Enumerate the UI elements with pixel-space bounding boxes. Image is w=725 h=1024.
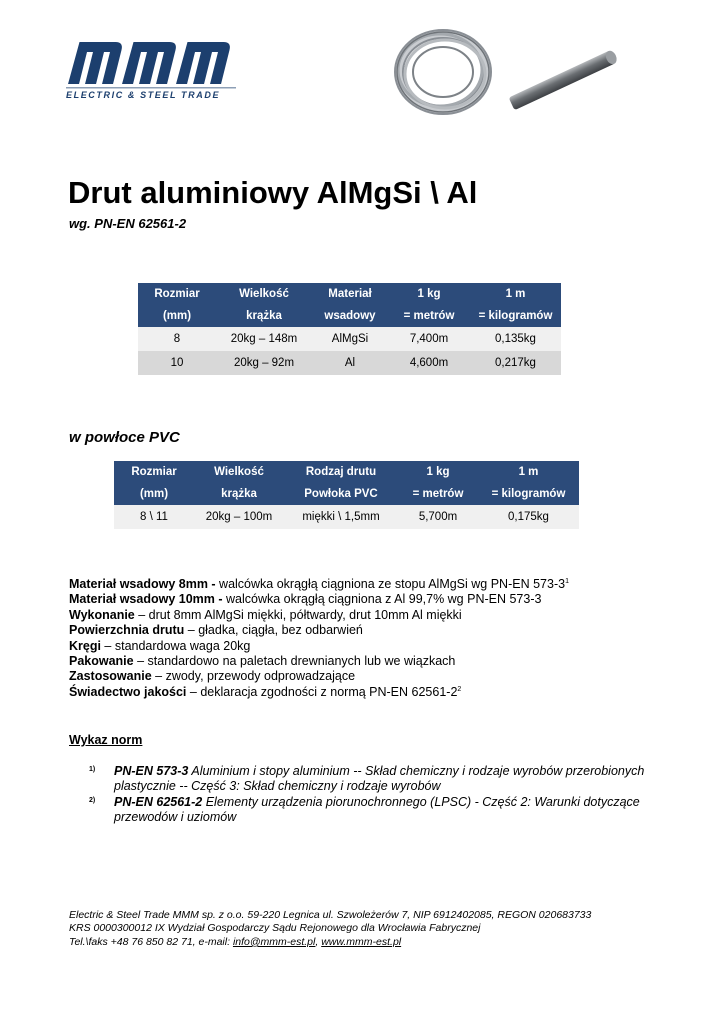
column-header: krążka [194, 483, 284, 505]
property-text: – deklaracja zgodności z normą PN-EN 62561-2 [186, 684, 458, 699]
table-cell: AlMgSi [312, 327, 388, 351]
footer-separator: , [315, 935, 322, 948]
property-label: Kręgi [69, 638, 101, 653]
property-label: Wykonanie [69, 607, 135, 622]
norm-description: Aluminium i stopy aluminium -- Skład chemiczny i rodzaje wyrobów przerobionych plastycznie -- Część 3: Skład chemiczny i rodzaje wyrobów [114, 764, 645, 794]
property-text: walcówka okrągłą ciągniona ze stopu AlMgSi wg PN-EN 573-3 [215, 577, 566, 591]
column-header: 1 kg [388, 283, 470, 305]
property-line [69, 592, 569, 607]
table-cell: 0,135kg [470, 327, 561, 351]
pvc-wire-spec-table [114, 461, 579, 529]
footer-address: Electric & Steel Trade MMM sp. z o.o. 59-220 Legnica ul. Szwoleżerów 7, NIP 6912402085, REGON 020683733 [69, 909, 592, 921]
footnote-ref: 2 [457, 685, 462, 693]
footer-contact [69, 936, 591, 949]
table-cell: 4,600m [388, 351, 470, 375]
table-cell: miękki \ 1,5mm [284, 505, 398, 529]
column-header: Rozmiar [114, 461, 194, 483]
column-header: = kilogramów [470, 305, 561, 327]
wire-coil-image [383, 20, 499, 118]
property-line [69, 669, 569, 684]
column-header: Rozmiar [138, 283, 216, 305]
footnote-ref: 1 [565, 578, 569, 585]
norm-code: PN-EN 573-3 [114, 764, 189, 778]
property-text: – drut 8mm AlMgSi miękki, półtwardy, drut 10mm Al miękki [134, 607, 462, 622]
property-line [69, 623, 569, 638]
wire-rod-image [504, 48, 626, 110]
footnote-number: 2) [89, 797, 96, 804]
property-label: Zastosowanie [69, 669, 152, 684]
property-text: – gładka, ciągła, bez odbarwień [184, 623, 363, 638]
table-row [138, 351, 561, 375]
email-link[interactable]: info@mmm-est.pl [232, 935, 316, 948]
footer-registration: KRS 0000300012 IX Wydział Gospodarczy Sądu Rejonowego dla Wrocławia Fabrycznej [69, 922, 481, 935]
table-cell: 20kg – 100m [194, 505, 284, 529]
column-header: krążka [216, 305, 312, 327]
property-text: – standardowa waga 20kg [100, 638, 251, 653]
table-cell: 20kg – 148m [216, 327, 312, 351]
property-line [69, 685, 569, 700]
table-cell: Al [312, 351, 388, 375]
table-cell: 8 \ 11 [114, 505, 194, 529]
column-header: (mm) [138, 305, 216, 327]
norms-heading: Wykaz norm [69, 733, 143, 747]
section-heading-pvc: w powłoce PVC [69, 429, 180, 446]
table-row [114, 505, 579, 529]
table-cell: 20kg – 92m [216, 351, 312, 375]
property-text: – standardowo na paletach drewnianych lub we wiązkach [133, 654, 456, 669]
table-cell: 10 [138, 351, 216, 375]
property-line [69, 608, 569, 623]
properties-list [69, 577, 569, 700]
table-header-row [114, 461, 579, 483]
column-header: Wielkość [194, 461, 284, 483]
column-header: = kilogramów [478, 483, 579, 505]
column-header: Materiał [312, 283, 388, 305]
table-cell: 8 [138, 327, 216, 351]
table-cell: 7,400m [388, 327, 470, 351]
column-header: 1 m [470, 283, 561, 305]
column-header: 1 kg [398, 461, 478, 483]
logo-tagline: ELECTRIC & STEEL TRADE [66, 90, 221, 100]
property-line [69, 639, 569, 654]
property-text: – zwody, przewody odprowadzające [151, 669, 356, 684]
column-header: wsadowy [312, 305, 388, 327]
column-header: = metrów [398, 483, 478, 505]
column-header: 1 m [478, 461, 579, 483]
footnote-number: 1) [89, 766, 96, 773]
website-link[interactable]: www.mmm-est.pl [321, 935, 402, 948]
property-label: Materiał wsadowy 8mm - [69, 577, 216, 591]
column-header: Powłoka PVC [284, 483, 398, 505]
table-cell: 0,217kg [470, 351, 561, 375]
property-line [69, 654, 569, 669]
table-header-row [138, 305, 561, 327]
standard-subtitle: wg. PN-EN 62561-2 [69, 216, 187, 231]
norm-description: Elementy urządzenia piorunochronnego (LPSC) - Część 2: Warunki dotyczące przewodów i uziomów [114, 795, 640, 825]
column-header: Rodzaj drutu [284, 461, 398, 483]
column-header: Wielkość [216, 283, 312, 305]
table-cell: 0,175kg [478, 505, 579, 529]
company-footer [69, 909, 591, 949]
property-label: Pakowanie [69, 654, 134, 669]
footer-phone: Tel.\faks +48 76 850 82 71, e-mail: [69, 935, 233, 948]
table-cell: 5,700m [398, 505, 478, 529]
table-header-row [114, 483, 579, 505]
property-label: Materiał wsadowy 10mm - [69, 592, 223, 607]
table-row [138, 327, 561, 351]
wire-spec-table [138, 283, 561, 375]
table-header-row [138, 283, 561, 305]
property-line [69, 577, 569, 592]
column-header: = metrów [388, 305, 470, 327]
property-text: walcówka okrągłą ciągniona z Al 99,7% wg PN-EN 573-3 [222, 592, 542, 607]
column-header: (mm) [114, 483, 194, 505]
property-label: Powierzchnia drutu [69, 623, 185, 638]
norm-code: PN-EN 62561-2 [114, 795, 203, 809]
page-title: Drut aluminiowy AlMgSi \ Al [68, 175, 478, 210]
property-label: Świadectwo jakości [69, 684, 187, 699]
